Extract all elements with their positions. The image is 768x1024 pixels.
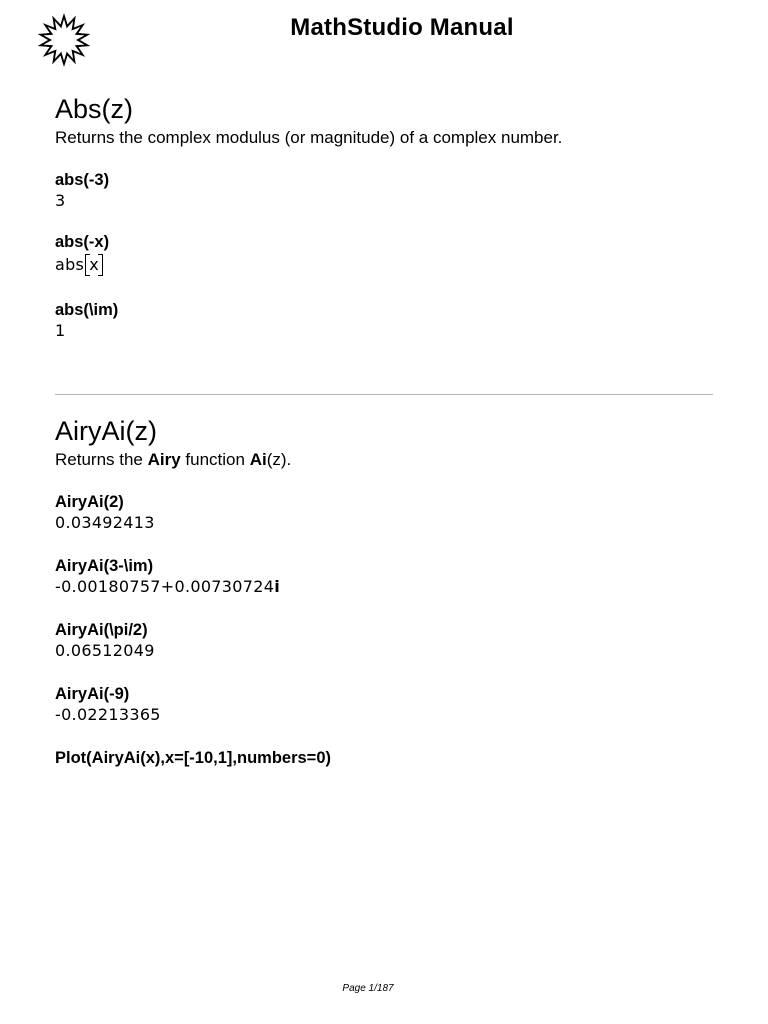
page-number: Page 1/187 — [342, 983, 394, 994]
bold-ai: Ai — [249, 450, 267, 469]
example — [55, 620, 715, 662]
example — [55, 748, 715, 768]
result-argument-box: x — [85, 254, 103, 276]
section-abs — [55, 93, 715, 342]
example-result: 0.06512049 — [55, 641, 155, 660]
example-result — [55, 254, 715, 276]
example-result: -0.02213365 — [55, 705, 161, 724]
example-command: AiryAi(\pi/2) — [55, 621, 148, 639]
example — [55, 170, 715, 212]
section-airyai — [55, 415, 715, 768]
imaginary-unit: i — [274, 577, 280, 596]
function-title: Abs(z) — [55, 94, 134, 124]
result-function: abs — [55, 255, 85, 274]
section-divider — [55, 394, 713, 395]
example — [55, 232, 715, 276]
example-command: AiryAi(2) — [55, 493, 124, 511]
example-command: abs(\im) — [55, 301, 119, 319]
example-command: Plot(AiryAi(x),x=[-10,1],numbers=0) — [55, 749, 331, 767]
function-description: Returns the complex modulus (or magnitude) of a complex number. — [55, 128, 563, 147]
bold-airy: Airy — [147, 450, 181, 469]
example-result: 0.03492413 — [55, 513, 155, 532]
example — [55, 300, 715, 342]
example-command: abs(-x) — [55, 233, 110, 251]
example — [55, 684, 715, 726]
example — [55, 492, 715, 534]
function-title: AiryAi(z) — [55, 416, 157, 446]
example-result: 1 — [55, 321, 66, 340]
example-result: 3 — [55, 191, 66, 210]
example-command: AiryAi(-9) — [55, 685, 130, 703]
function-description: Returns the Airy function Ai(z). — [55, 450, 292, 469]
manual-title: MathStudio Manual — [290, 14, 514, 41]
example — [55, 556, 715, 598]
example-command: abs(-3) — [55, 171, 110, 189]
example-result: -0.00180757+0.00730724i — [55, 577, 280, 596]
example-command: AiryAi(3-\im) — [55, 557, 154, 575]
